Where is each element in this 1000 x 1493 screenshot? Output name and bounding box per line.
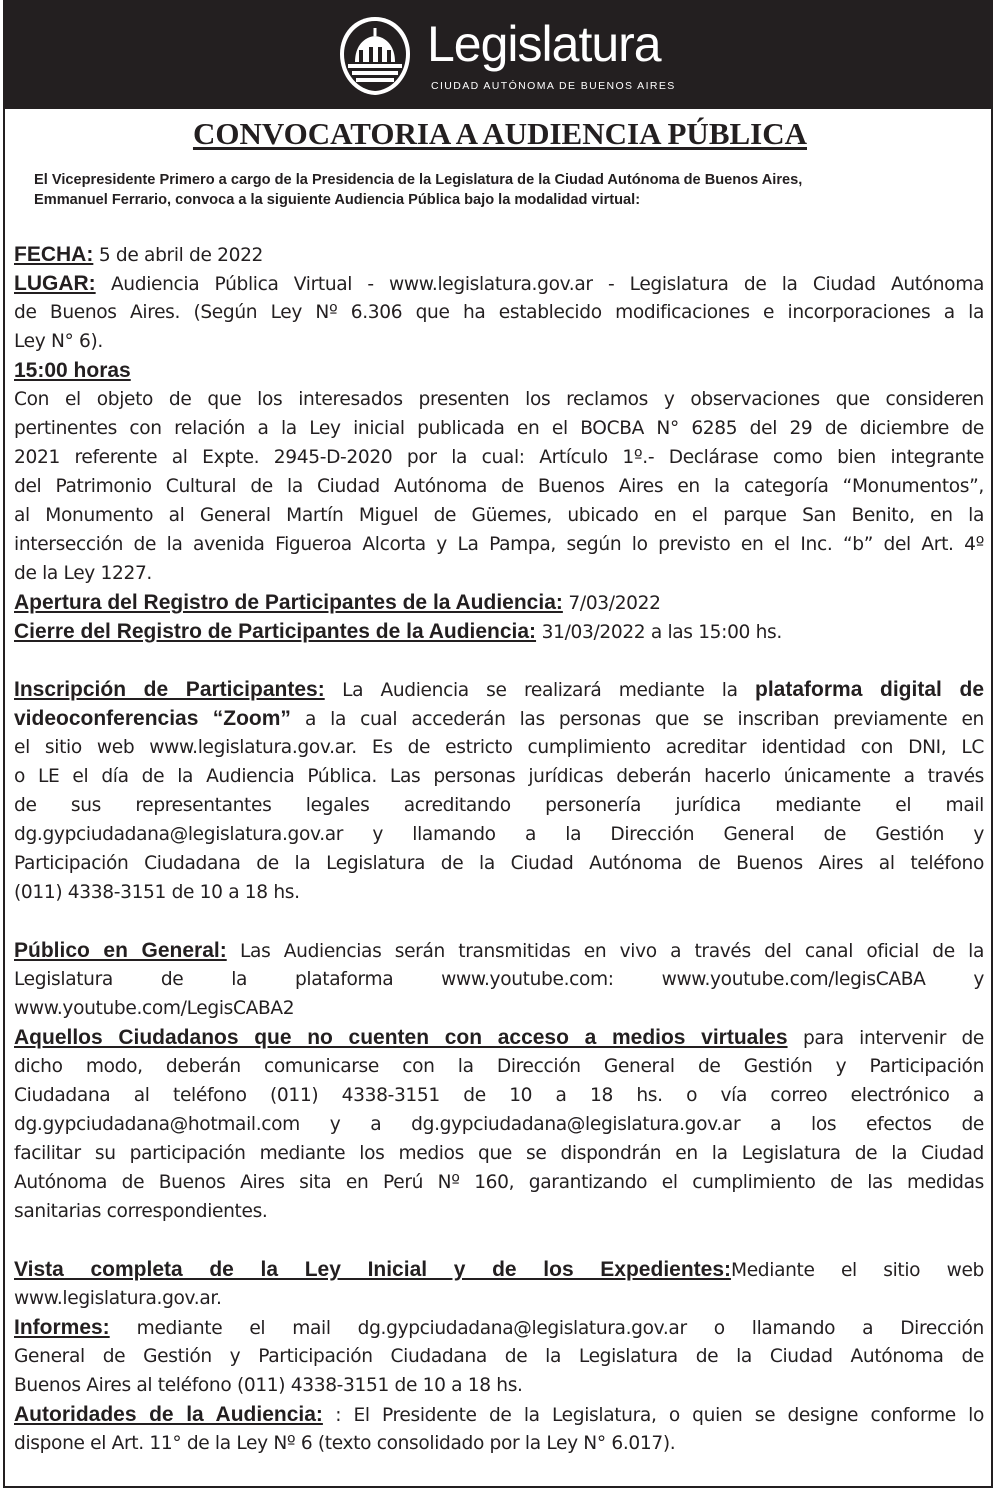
apertura-value: 7/03/2022 [562, 593, 661, 614]
fecha-value: 5 de abril de 2022 [93, 245, 264, 266]
inscripcion-text: La Audiencia se realizará mediante la [324, 680, 756, 701]
objeto-line: Con el objeto de que los interesados presenten los reclamos y observaciones que consideren [14, 389, 984, 410]
lugar-line: Ley N° 6). [14, 331, 103, 352]
fecha-line [14, 240, 984, 269]
aquellos-line: facilitar su participación mediante los medios que se dispondrán en la Legislatura de la Ciudad [14, 1143, 984, 1164]
spacer [14, 907, 984, 936]
inscripcion-bold: videoconferencias “Zoom” [14, 707, 291, 730]
hora-label: 15:00 horas [14, 359, 131, 382]
publico-line: www.youtube.com/LegisCABA2 [14, 998, 295, 1019]
inscripcion-label: Inscripción de Participantes: [14, 678, 325, 701]
informes-line: General de Gestión y Participación Ciudadana de la Legislatura de la Ciudad Autónoma de [14, 1346, 984, 1367]
publico-line [14, 936, 984, 965]
page-title: CONVOCATORIA A AUDIENCIA PÚBLICA [192, 116, 808, 151]
objeto-line: del Patrimonio Cultural de la Ciudad Autónoma de Buenos Aires en la categoría “Monumentos”, [14, 476, 984, 497]
lugar-label: LUGAR: [14, 272, 96, 295]
intro-line: Emmanuel Ferrario, convoca a la siguiente Audiencia Pública bajo la modalidad virtual: [34, 192, 641, 208]
aquellos-line: Autónoma de Buenos Aires sita en Perú Nº 160, garantizando el cumplimiento de las medidas [14, 1172, 984, 1193]
hora-line [14, 356, 984, 385]
informes-line: Buenos Aires al teléfono (011) 4338-3151 de 10 a 18 hs. [14, 1375, 523, 1396]
inscripcion-line: o LE el día de la Audiencia Pública. Las personas jurídicas deberán hacerlo únicamente a través [14, 766, 984, 787]
informes-label: Informes: [14, 1316, 110, 1339]
apertura-line [14, 588, 984, 617]
autoridades-line [14, 1400, 984, 1429]
vista-line: www.legislatura.gov.ar. [14, 1288, 222, 1309]
intro-paragraph [34, 170, 974, 210]
inscripcion-text: a la cual accederán las personas que se inscriban previamente en [290, 709, 984, 730]
inscripcion-line: dg.gypciudadana@legislatura.gov.ar y llamando a la Dirección General de Gestión y [14, 824, 984, 845]
lugar-line [14, 269, 984, 298]
spacer [14, 1226, 984, 1255]
aquellos-label: Aquellos Ciudadanos que no cuenten con acceso a medios virtuales [14, 1026, 788, 1049]
inscripcion-line: (011) 4338-3151 de 10 a 18 hs. [14, 882, 300, 903]
autoridades-label: Autoridades de la Audiencia: [14, 1403, 323, 1426]
apertura-label: Apertura del Registro de Participantes de la Audiencia: [14, 591, 563, 614]
objeto-line: intersección de la avenida Figueroa Alcorta y La Pampa, según lo previsto en el Inc. “b” del Art. 4º [14, 534, 984, 555]
dome-building-icon [339, 16, 411, 96]
spacer [14, 646, 984, 675]
cierre-line [14, 617, 984, 646]
logo-subtitle: CIUDAD AUTÓNOMA DE BUENOS AIRES [431, 80, 676, 92]
informes-line [14, 1313, 984, 1342]
vista-text: Mediante el sitio web [731, 1260, 985, 1281]
publico-text: Las Audiencias serán transmitidas en vivo a través del canal oficial de la [226, 941, 984, 962]
objeto-line: de la Ley 1227. [14, 563, 152, 584]
aquellos-line [14, 1023, 984, 1052]
header-banner [3, 0, 993, 109]
cierre-label: Cierre del Registro de Participantes de la Audiencia: [14, 620, 537, 643]
inscripcion-line [14, 704, 984, 733]
intro-line: El Vicepresidente Primero a cargo de la Presidencia de la Legislatura de la Ciudad Autónoma de Buenos Aires, [34, 172, 803, 188]
aquellos-line: sanitarias correspondientes. [14, 1201, 268, 1222]
objeto-line: al Monumento al General Martín Miguel de Güemes, ubicado en el parque San Benito, en la [14, 505, 984, 526]
autoridades-text: : El Presidente de la Legislatura, o quien se designe conforme lo [322, 1405, 984, 1426]
inscripcion-line: el sitio web www.legislatura.gov.ar. Es de estricto cumplimiento acreditar identidad con DNI, LC [14, 737, 984, 758]
inscripcion-line [14, 675, 984, 704]
publico-line: Legislatura de la plataforma www.youtube.com: www.youtube.com/legisCABA y [14, 969, 984, 990]
logo-title: Legislatura [427, 16, 661, 72]
publico-label: Público en General: [14, 939, 227, 962]
lugar-text: Audiencia Pública Virtual - www.legislatura.gov.ar - Legislatura de la Ciudad Autónoma [95, 274, 984, 295]
objeto-line: pertinentes con relación a la Ley inicial publicada en el BOCBA N° 6285 del 29 de diciembre de [14, 418, 984, 439]
cierre-value: 31/03/2022 a las 15:00 hs. [536, 622, 782, 643]
aquellos-line: dicho modo, deberán comunicarse con la Dirección General de Gestión y Participación [14, 1056, 984, 1077]
inscripcion-bold: plataforma digital de [755, 678, 984, 701]
autoridades-line: dispone el Art. 11° de la Ley Nº 6 (texto consolidado por la Ley N° 6.017). [14, 1433, 676, 1454]
inscripcion-line: de sus representantes legales acreditando personería jurídica mediante el mail [14, 795, 984, 816]
aquellos-text: para intervenir de [787, 1028, 984, 1049]
vista-line [14, 1255, 984, 1284]
aquellos-line: Ciudadana al teléfono (011) 4338-3151 de 10 a 18 hs. o vía correo electrónico a [14, 1085, 984, 1106]
informes-text: mediante el mail dg.gypciudadana@legislatura.gov.ar o llamando a Dirección [109, 1318, 984, 1339]
inscripcion-line: Participación Ciudadana de la Legislatura de la Ciudad Autónoma de Buenos Aires al teléfono [14, 853, 984, 874]
lugar-line: de Buenos Aires. (Según Ley Nº 6.306 que ha establecido modificaciones e incorporaciones a la [14, 302, 984, 323]
vista-label: Vista completa de la Ley Inicial y de los Expedientes: [14, 1258, 732, 1281]
fecha-label: FECHA: [14, 243, 94, 266]
aquellos-line: dg.gypciudadana@hotmail.com y a dg.gypciudadana@legislatura.gov.ar a los efectos de [14, 1114, 984, 1135]
announcement-body [14, 240, 984, 1458]
objeto-line: 2021 referente al Expte. 2945-D-2020 por la cual: Artículo 1º.- Declárase como bien integrante [14, 447, 984, 468]
